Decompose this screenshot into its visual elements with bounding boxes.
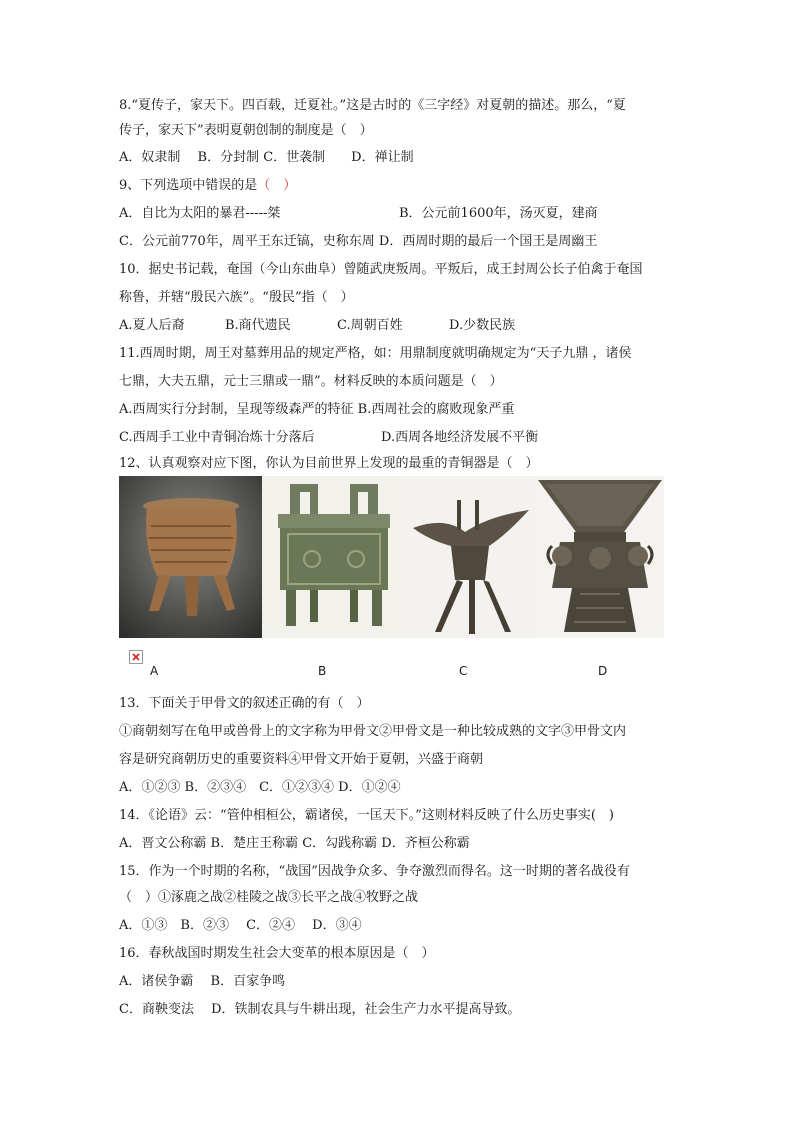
q16-stem: 16．春秋战国时期发生社会大变革的根本原因是（ ）	[119, 946, 435, 961]
q8-line1: 8.“夏传子，家天下。四百载，迁夏社。”这是古时的《三字经》对夏朝的描述。那么，“夏	[119, 98, 626, 113]
q11-options-ab: A.西周实行分封制，呈现等级森严的特征 B.西周社会的腐败现象严重	[119, 402, 515, 417]
q10-line1: 10．据史书记载，奄国（今山东曲阜）曾随武庚叛周。平叛后，成王封周公长子伯禽于奄国	[119, 262, 643, 277]
q9-paren: （ ）	[257, 178, 297, 193]
q10-option-b: B.商代遗民	[225, 318, 291, 333]
bronze-image-row	[119, 476, 664, 638]
q16-options-line2: C．商鞅变法 D．铁制农具与牛耕出现，社会生产力水平提高导致。	[119, 1002, 521, 1017]
bronze-image-d	[536, 476, 664, 638]
q9-stem: 9、下列选项中错误的是	[119, 178, 258, 193]
q9-option-b: B．公元前1600年，汤灭夏，建商	[399, 206, 598, 221]
q9-options-cd: C．公元前770年，周平王东迁镐，史称东周 D．西周时期的最后一个国王是周幽王	[119, 234, 598, 249]
q9-option-a: A．自比为太阳的暴君-----桀	[119, 206, 281, 221]
q13-line1: ①商朝刻写在龟甲或兽骨上的文字称为甲骨文②甲骨文是一种比较成熟的文字③甲骨文内	[119, 724, 627, 739]
image-label-d: D	[598, 664, 608, 678]
q10-option-a: A.夏人后裔	[119, 318, 185, 333]
bronze-image-c	[405, 476, 536, 638]
bronze-image-b	[262, 476, 405, 638]
image-label-c: C	[459, 664, 468, 678]
q11-option-c: C.西周手工业中青铜冶炼十分落后	[119, 430, 315, 445]
q8-line2: 传子，家天下”表明夏朝创制的制度是（ ）	[119, 123, 373, 138]
broken-image-icon	[129, 650, 143, 664]
q10-option-d: D.少数民族	[449, 318, 516, 333]
image-label-b: B	[318, 664, 327, 678]
q9-stem-line	[119, 177, 296, 195]
q12-stem: 12、认真观察对应下图，你认为目前世界上发现的最重的青铜器是（ ）	[119, 456, 539, 471]
q11-option-d: D.西周各地经济发展不平衡	[381, 430, 539, 445]
q11-line2: 七鼎，大夫五鼎，元士三鼎或一鼎”。材料反映的本质问题是（ ）	[119, 374, 503, 389]
q13-stem: 13．下面关于甲骨文的叙述正确的有（ ）	[119, 696, 370, 711]
q14-stem: 14．《论语》云：“管仲相桓公，霸诸侯，一匡天下。”这则材料反映了什么历史事实( )	[119, 808, 614, 823]
bronze-image-a	[119, 476, 262, 638]
q8-options: A．奴隶制 B．分封制 C．世袭制 D．禅让制	[119, 150, 414, 165]
q15-line2: （ ）①涿鹿之战②桂陵之战③长平之战④牧野之战	[119, 890, 419, 905]
q13-line2: 容是研究商朝历史的重要资料④甲骨文开始于夏朝，兴盛于商朝	[119, 752, 484, 767]
q16-options-line1: A．诸侯争霸 B．百家争鸣	[119, 974, 286, 989]
q15-line1: 15．作为一个时期的名称，“战国”因战争众多、争夺激烈而得名。这一时期的著名战役有	[119, 864, 630, 879]
image-label-a: A	[150, 664, 159, 678]
q15-options: A．①③ B．②③ C．②④ D．③④	[119, 918, 362, 933]
q10-line2: 称鲁，并辖“殷民六族”。“殷民”指（ ）	[119, 290, 354, 305]
q11-line1: 11.西周时期，周王对墓葬用品的规定严格，如：用鼎制度就明确规定为“天子九鼎 ，诸侯	[119, 346, 632, 361]
q10-option-c: C.周朝百姓	[337, 318, 403, 333]
q13-options: A．①②③ B．②③④ C．①②③④ D．①②④	[119, 780, 401, 795]
q14-options: A．晋文公称霸 B．楚庄王称霸 C．勾践称霸 D．齐桓公称霸	[119, 836, 470, 851]
